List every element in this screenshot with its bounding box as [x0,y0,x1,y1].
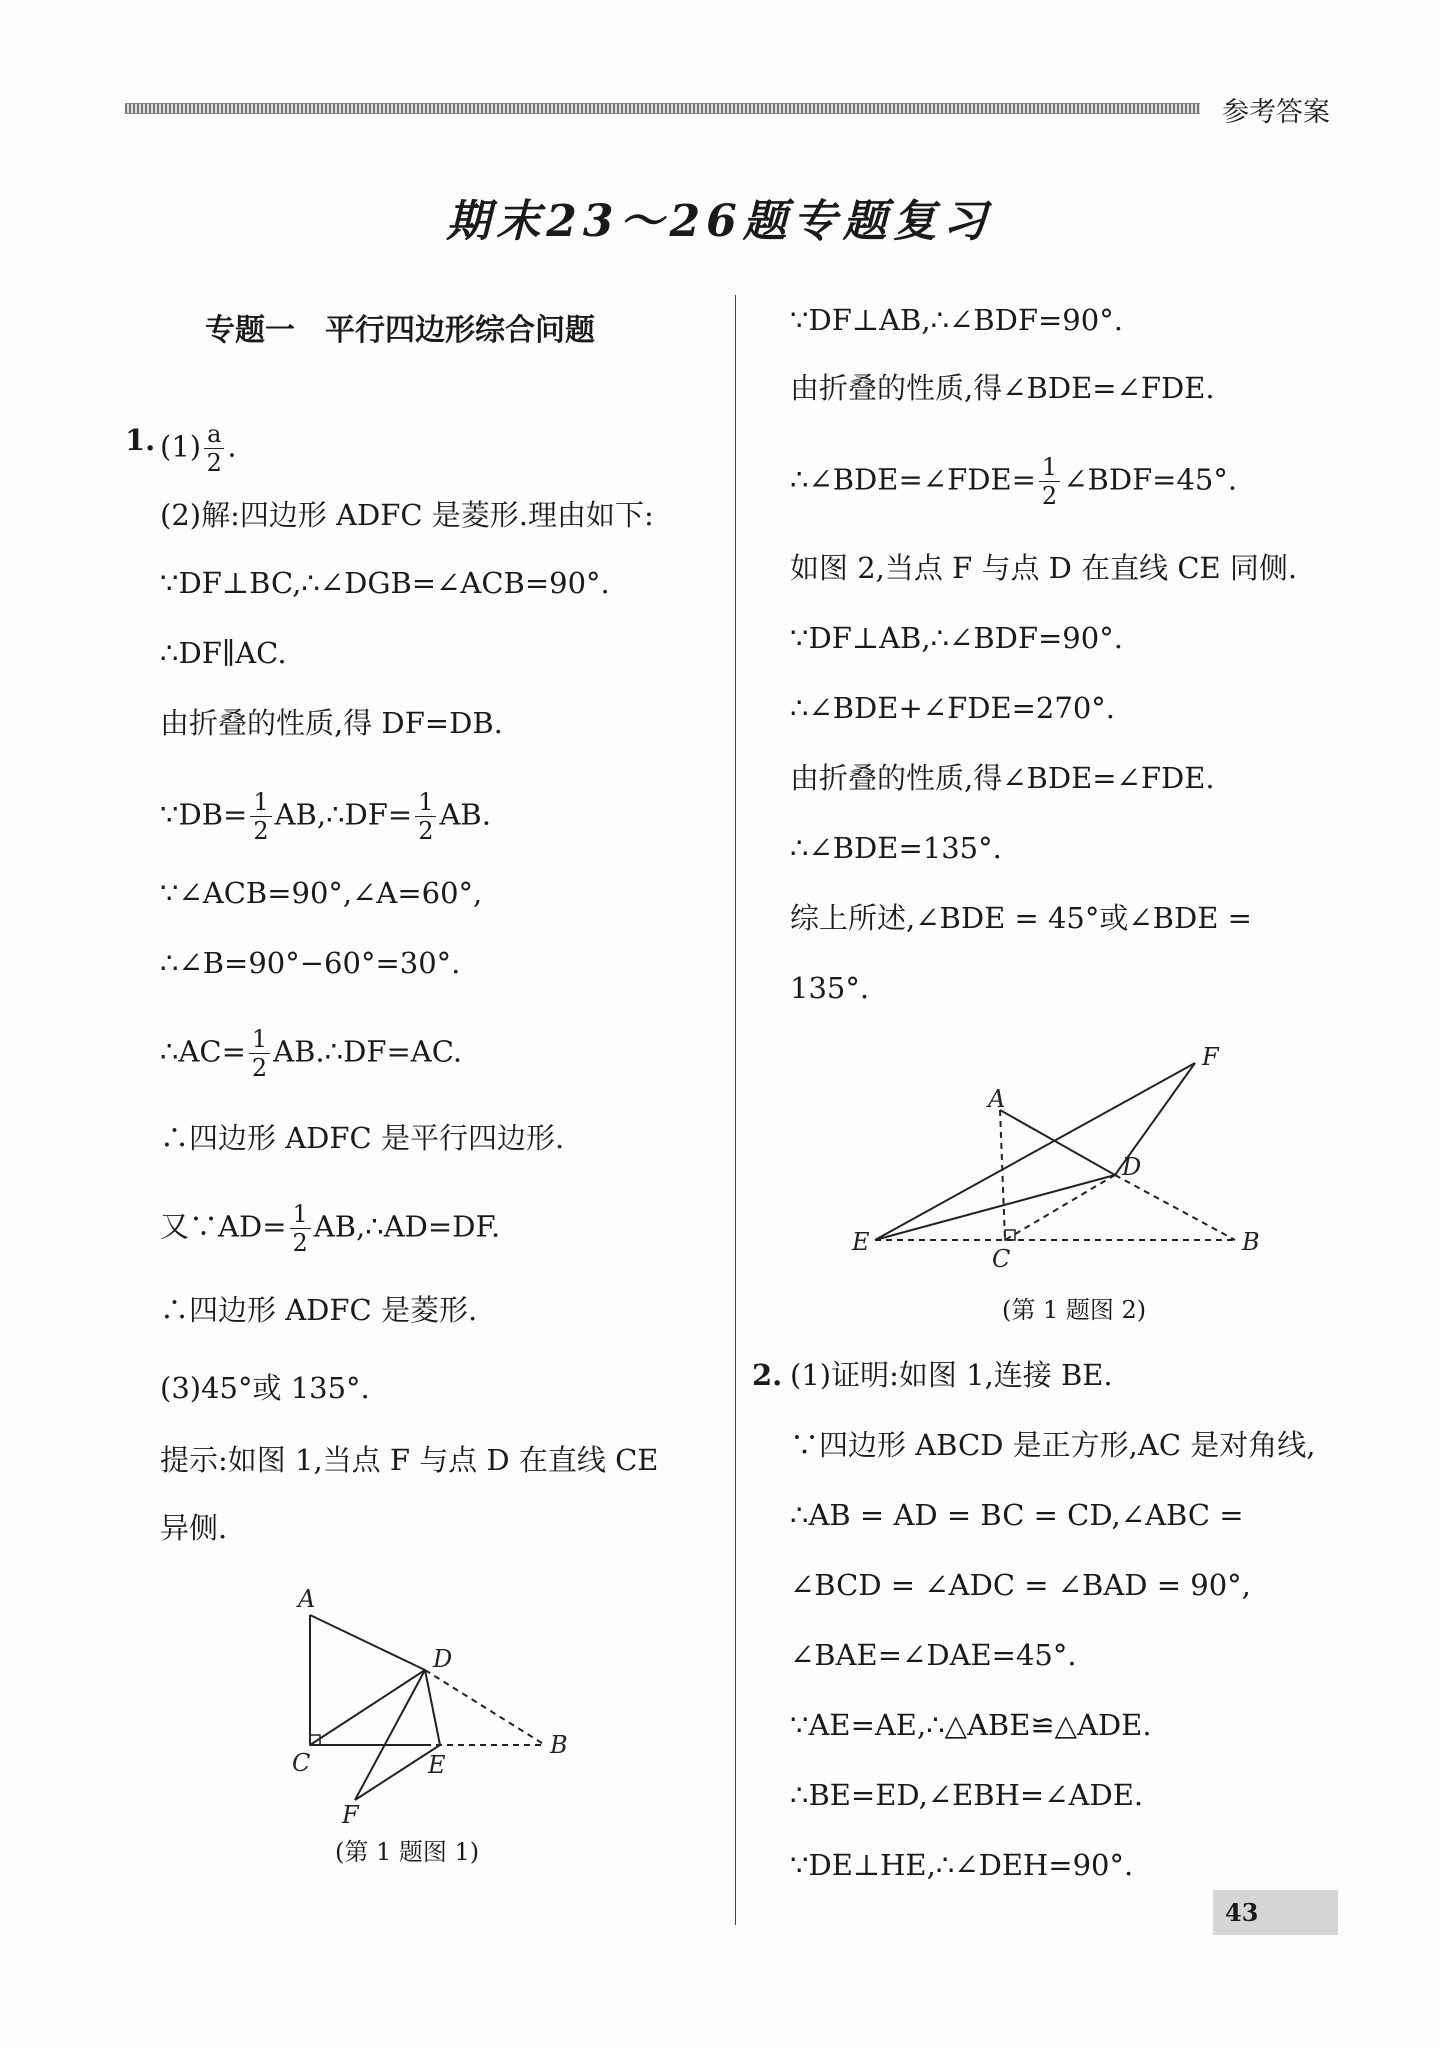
label-A: A [298,1585,316,1613]
figure-1-diagram [280,1575,600,1825]
text-line: ∠BCD = ∠ADC = ∠BAD = 90°, [790,1568,1251,1602]
fraction-half: $\frac{1}{2}$ [250,788,271,845]
text-line: ∴∠BDE=135°. [790,831,1002,865]
text-line: ∵DE⊥HE,∴∠DEH=90°. [790,1848,1134,1882]
text-line: 由折叠的性质,得∠BDE=∠FDE. [790,761,1215,795]
text-line: (3)45°或 135°. [160,1371,370,1405]
text-line: ∠BAE=∠DAE=45°. [790,1638,1077,1672]
text-line: 提示:如图 1,当点 F 与点 D 在直线 CE [160,1443,659,1477]
label-E: E [852,1228,870,1256]
text-line: ∵∠ACB=90°,∠A=60°, [160,876,483,910]
fraction-half: $\frac{1}{2}$ [1039,453,1060,510]
question-number-2: 2. [752,1358,783,1392]
label-C: C [992,1245,1011,1273]
figure-1-caption: (第 1 题图 1) [335,1838,480,1866]
q1-part1-suffix: . [227,429,237,464]
text-line: 由折叠的性质,得∠BDE=∠FDE. [790,371,1215,405]
text-line: ∴四边形 ADFC 是平行四边形. [160,1121,565,1155]
text-line: ∵DF⊥BC,∴∠DGB=∠ACB=90°. [160,566,610,600]
header-rule [125,103,1200,114]
column-divider [735,295,736,1925]
q1-part1-prefix: (1) [160,429,202,464]
text-line: ∵DF⊥AB,∴∠BDF=90°. [790,303,1123,337]
text-line: ∴DF∥AC. [160,636,287,670]
label-C: C [292,1749,311,1777]
text-line: ∴∠B=90°−60°=30°. [160,946,461,980]
text-line: ∵DF⊥AB,∴∠BDF=90°. [790,621,1123,655]
header-label: 参考答案 [1222,97,1330,128]
text-line: ∴AB = AD = BC = CD,∠ABC = [790,1498,1244,1532]
label-B: B [550,1731,568,1759]
text-line-fraction: ∵DB= $\frac{1}{2}$ AB,∴DF= $\frac{1}{2}$ AB. [160,788,491,845]
text-line: 由折叠的性质,得 DF=DB. [160,706,503,740]
text-line: 异侧. [160,1511,228,1545]
fraction-half: $\frac{1}{2}$ [415,788,436,845]
text-line-fraction: ∴∠BDE=∠FDE= $\frac{1}{2}$ ∠BDF=45°. [790,453,1238,510]
label-A: A [988,1085,1006,1113]
text-line: 综上所述,∠BDE = 45°或∠BDE = [790,901,1252,935]
figure-2-caption: (第 1 题图 2) [1002,1296,1147,1324]
text-line: (1)证明:如图 1,连接 BE. [790,1358,1113,1392]
text-line: ∵四边形 ABCD 是正方形,AC 是对角线, [790,1428,1316,1462]
text-line: (2)解:四边形 ADFC 是菱形.理由如下: [160,498,654,532]
text-line: ∴四边形 ADFC 是菱形. [160,1293,478,1327]
label-F: F [342,1801,359,1825]
page-number: 43 [1213,1890,1338,1935]
page-title: 期末23～26题专题复习 [446,196,993,247]
text-line: ∴∠BDE+∠FDE=270°. [790,691,1115,725]
text-line-fraction: 又∵AD= $\frac{1}{2}$ AB,∴AD=DF. [160,1200,501,1257]
fraction-half: $\frac{1}{2}$ [249,1025,270,1082]
label-D: D [433,1645,453,1673]
fraction-half: $\frac{1}{2}$ [290,1200,311,1257]
label-B: B [1242,1228,1260,1256]
label-D: D [1122,1153,1142,1181]
text-line-fraction: ∴AC= $\frac{1}{2}$ AB.∴DF=AC. [160,1025,463,1082]
text-line: 135°. [790,971,870,1005]
section-heading: 专题一 平行四边形综合问题 [205,313,595,348]
text-line: 如图 2,当点 F 与点 D 在直线 CE 同侧. [790,551,1298,585]
fraction-a-over-2: $\frac{a}{2}$ [204,420,224,477]
label-F: F [1202,1043,1219,1071]
label-E: E [428,1751,446,1779]
text-line: ∴BE=ED,∠EBH=∠ADE. [790,1778,1144,1812]
text-line: ∵AE=AE,∴△ABE≌△ADE. [790,1708,1152,1742]
question-number-1: 1. [125,423,156,457]
figure-2-diagram [840,1035,1280,1275]
q1-part1 [160,420,237,477]
